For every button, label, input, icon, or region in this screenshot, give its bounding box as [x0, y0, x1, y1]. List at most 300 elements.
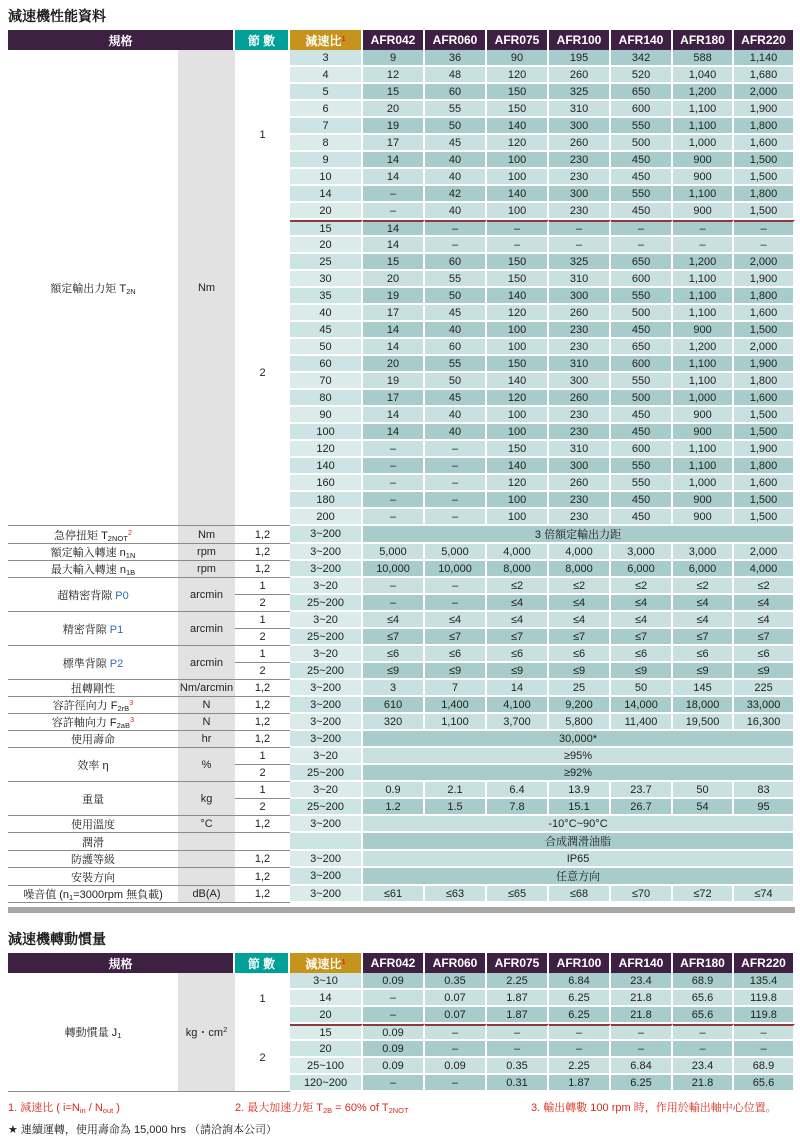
spec-row-unit: Nm/arcmin	[178, 680, 235, 697]
spec-row	[8, 886, 795, 903]
stage-count-cell: 1	[235, 973, 290, 1024]
stage-count-cell: 1,2	[235, 851, 290, 868]
value-cell: 25	[549, 680, 611, 697]
value-cell: 1,000	[673, 135, 734, 152]
value-cell: –	[611, 220, 673, 237]
value-cell: 230	[549, 339, 611, 356]
value-cell: 900	[673, 203, 734, 220]
spec-row-unit	[178, 833, 235, 851]
spanning-value-cell: ≥95%	[363, 748, 795, 765]
value-cell: 500	[611, 135, 673, 152]
spec-row-label	[8, 851, 178, 868]
data-row	[8, 50, 795, 67]
spanning-value-cell: IP65	[363, 851, 795, 868]
ratio-cell: 40	[290, 305, 363, 322]
value-cell: –	[425, 595, 487, 612]
value-cell: 140	[487, 373, 549, 390]
value-cell: 195	[549, 50, 611, 67]
ratio-cell: 4	[290, 67, 363, 84]
value-cell: 10,000	[363, 561, 425, 578]
value-cell: –	[363, 509, 425, 526]
value-cell: 260	[549, 305, 611, 322]
ratio-cell: 7	[290, 118, 363, 135]
value-cell: –	[425, 578, 487, 595]
value-cell: 300	[549, 458, 611, 475]
value-cell: 310	[549, 271, 611, 288]
model-column-header: AFR060	[425, 953, 487, 973]
value-cell: –	[734, 1024, 795, 1041]
value-cell: 0.07	[425, 1007, 487, 1024]
spec-row-label	[8, 816, 178, 833]
value-cell: 9	[363, 50, 425, 67]
value-cell: 4,000	[734, 561, 795, 578]
value-cell: 120	[487, 390, 549, 407]
spanning-value-cell: 合成潤滑油脂	[363, 833, 795, 851]
stage-count-cell: 1,2	[235, 561, 290, 578]
stage-count-cell: 1	[235, 578, 290, 595]
inertia-table-title: 減速機轉動慣量	[8, 931, 106, 947]
value-cell: –	[363, 475, 425, 492]
value-cell: 55	[425, 101, 487, 118]
value-cell: 1,500	[734, 322, 795, 339]
value-cell: 100	[487, 322, 549, 339]
value-cell: 310	[549, 356, 611, 373]
value-cell: 1,600	[734, 135, 795, 152]
value-cell: –	[611, 1024, 673, 1041]
value-cell: 1.2	[363, 799, 425, 816]
spec-row-unit: dB(A)	[178, 886, 235, 903]
value-cell: ≤4	[611, 612, 673, 629]
value-cell: 150	[487, 84, 549, 101]
ratio-cell: 25~200	[290, 595, 363, 612]
value-cell: 900	[673, 509, 734, 526]
spec-row-unit: Nm	[178, 526, 235, 544]
spec-row	[8, 731, 795, 748]
value-cell: 90	[487, 50, 549, 67]
value-cell: ≤68	[549, 886, 611, 903]
value-cell: 225	[734, 680, 795, 697]
spec-row	[8, 868, 795, 886]
ratio-cell: 25	[290, 254, 363, 271]
section-divider-bar	[8, 907, 795, 913]
value-cell: 45	[425, 305, 487, 322]
value-cell: 40	[425, 424, 487, 441]
value-cell: 550	[611, 458, 673, 475]
label-text: P0	[115, 589, 129, 602]
value-cell: 13.9	[549, 782, 611, 799]
label-text: 3. 輸出轉數 100 rpm 時，作用於輸出軸中心位置。	[531, 1102, 777, 1114]
value-cell: ≤9	[425, 663, 487, 680]
value-cell: 0.31	[487, 1075, 549, 1092]
value-cell: 15	[363, 254, 425, 271]
value-cell: –	[363, 1007, 425, 1024]
spec-row-unit: arcmin	[178, 578, 235, 612]
ratio-cell: 35	[290, 288, 363, 305]
value-cell: 1,100	[673, 441, 734, 458]
value-cell: ≤4	[487, 612, 549, 629]
value-cell: –	[425, 237, 487, 254]
main-section-unit: Nm	[178, 50, 235, 526]
label-text: 使用壽命	[71, 734, 115, 746]
value-cell: 900	[673, 424, 734, 441]
value-cell: 1,900	[734, 441, 795, 458]
ratio-cell: 6	[290, 101, 363, 118]
spec-row-unit: rpm	[178, 561, 235, 578]
model-column-header: AFR220	[734, 30, 795, 50]
value-cell: 230	[549, 407, 611, 424]
value-cell: 310	[549, 441, 611, 458]
ratio-cell: 25~200	[290, 799, 363, 816]
value-cell: 54	[673, 799, 734, 816]
value-cell: 450	[611, 407, 673, 424]
ratio-cell: 3~20	[290, 748, 363, 765]
spec-row	[8, 578, 795, 595]
value-cell: 650	[611, 254, 673, 271]
value-cell: 1,500	[734, 492, 795, 509]
value-cell: 1,600	[734, 475, 795, 492]
value-cell: 310	[549, 101, 611, 118]
model-column-header: AFR220	[734, 953, 795, 973]
value-cell: ≤6	[487, 646, 549, 663]
value-cell: 1,100	[673, 271, 734, 288]
spec-row-label	[8, 868, 178, 886]
label-text: 效率 η	[77, 759, 109, 772]
value-cell: 145	[673, 680, 734, 697]
value-cell: 120	[487, 135, 549, 152]
value-cell: 550	[611, 373, 673, 390]
spec-row-label	[8, 782, 178, 816]
spec-row-unit	[178, 868, 235, 886]
value-cell: –	[611, 237, 673, 254]
value-cell: 119.8	[734, 1007, 795, 1024]
label-text: 扭轉剛性	[71, 683, 115, 695]
value-cell: 1,600	[734, 305, 795, 322]
value-cell: 1,800	[734, 373, 795, 390]
model-column-header: AFR180	[673, 953, 734, 973]
value-cell: 15.1	[549, 799, 611, 816]
label-text: 精密背隙	[62, 623, 110, 636]
value-cell: 260	[549, 67, 611, 84]
value-cell: 68.9	[734, 1058, 795, 1075]
value-cell: 19,500	[673, 714, 734, 731]
stage-count-cell: 1	[235, 782, 290, 799]
spec-row-label	[8, 833, 178, 851]
value-cell: 1,100	[673, 118, 734, 135]
label-text: 額定輸出力矩 T	[50, 282, 127, 295]
value-cell: 60	[425, 254, 487, 271]
ratio-cell: 3~200	[290, 697, 363, 714]
spec-row	[8, 851, 795, 868]
stage-count-cell: 2	[235, 663, 290, 680]
value-cell: 450	[611, 203, 673, 220]
value-cell: ≤4	[673, 595, 734, 612]
value-cell: 19	[363, 373, 425, 390]
value-cell: 6.84	[549, 973, 611, 990]
value-cell: –	[487, 1024, 549, 1041]
value-cell: 6.25	[549, 1007, 611, 1024]
ratio-cell: 14	[290, 990, 363, 1007]
value-cell: ≤72	[673, 886, 734, 903]
value-cell: 150	[487, 356, 549, 373]
value-cell: 40	[425, 407, 487, 424]
value-cell: 48	[425, 67, 487, 84]
value-cell: ≤70	[611, 886, 673, 903]
spec-row-unit: hr	[178, 731, 235, 748]
value-cell: 500	[611, 305, 673, 322]
value-cell: 1.87	[549, 1075, 611, 1092]
subscript: 1	[117, 1031, 122, 1040]
spec-row	[8, 612, 795, 629]
value-cell: 33,000	[734, 697, 795, 714]
label-text: P2	[109, 657, 124, 670]
value-cell: 36	[425, 50, 487, 67]
value-cell: 42	[425, 186, 487, 203]
spec-row-unit: %	[178, 748, 235, 782]
spec-row	[8, 526, 795, 544]
reducer-datasheet-page	[0, 6, 800, 1137]
value-cell: 1,140	[734, 50, 795, 67]
value-cell: 3,700	[487, 714, 549, 731]
value-cell: ≤4	[673, 612, 734, 629]
value-cell: 100	[487, 424, 549, 441]
value-cell: ≤6	[673, 646, 734, 663]
spec-row	[8, 561, 795, 578]
value-cell: 17	[363, 390, 425, 407]
ratio-cell: 140	[290, 458, 363, 475]
label-text: P1	[109, 623, 124, 636]
value-cell: 2.25	[487, 973, 549, 990]
value-cell: 1,100	[673, 101, 734, 118]
spec-row-label	[8, 731, 178, 748]
value-cell: 19	[363, 118, 425, 135]
header-row	[8, 953, 795, 973]
ratio-cell: 15	[290, 1024, 363, 1041]
value-cell: ≤9	[549, 663, 611, 680]
value-cell: ≤2	[549, 578, 611, 595]
label-text: 1. 減速比 ( i=N	[8, 1102, 80, 1114]
value-cell: 100	[487, 203, 549, 220]
value-cell: 6.4	[487, 782, 549, 799]
value-cell: 14	[363, 424, 425, 441]
value-cell: 150	[487, 254, 549, 271]
value-cell: 1,000	[673, 475, 734, 492]
inertia-table	[8, 953, 795, 1092]
value-cell: ≤4	[363, 612, 425, 629]
value-cell: 230	[549, 424, 611, 441]
spec-row-unit: arcmin	[178, 612, 235, 646]
value-cell: 14	[363, 220, 425, 237]
superscript-footnote-marker: 1	[341, 33, 346, 43]
subscript: 2B	[323, 1106, 333, 1115]
value-cell: 140	[487, 186, 549, 203]
value-cell: 21.8	[673, 1075, 734, 1092]
ratio-cell: 120~200	[290, 1075, 363, 1092]
value-cell: 3	[363, 680, 425, 697]
value-cell: 45	[425, 390, 487, 407]
value-cell: 14	[363, 152, 425, 169]
value-cell: 550	[611, 288, 673, 305]
value-cell: ≤6	[611, 646, 673, 663]
value-cell: 1,500	[734, 169, 795, 186]
value-cell: 450	[611, 509, 673, 526]
ratio-column-header	[290, 953, 363, 973]
spec-row-unit	[178, 851, 235, 868]
subscript: in	[79, 1106, 86, 1115]
value-cell: ≤9	[673, 663, 734, 680]
value-cell: ≤4	[487, 595, 549, 612]
value-cell: 100	[487, 492, 549, 509]
value-cell: 1,100	[673, 288, 734, 305]
ratio-cell: 3~20	[290, 782, 363, 799]
spec-row-label	[8, 697, 178, 714]
stage-count-cell: 1,2	[235, 886, 290, 903]
value-cell: 10,000	[425, 561, 487, 578]
value-cell: –	[363, 990, 425, 1007]
value-cell: 19	[363, 288, 425, 305]
ratio-cell: 3~200	[290, 544, 363, 561]
value-cell: 40	[425, 169, 487, 186]
spec-row	[8, 697, 795, 714]
value-cell: 100	[487, 169, 549, 186]
value-cell: ≤7	[487, 629, 549, 646]
value-cell: 120	[487, 475, 549, 492]
value-cell: 18,000	[673, 697, 734, 714]
label-text: 潤滑	[82, 836, 104, 849]
spec-row	[8, 816, 795, 833]
stage-count-cell: 1,2	[235, 731, 290, 748]
value-cell: 325	[549, 254, 611, 271]
stage-count-cell: 2	[235, 629, 290, 646]
value-cell: 1,500	[734, 424, 795, 441]
ratio-cell: 80	[290, 390, 363, 407]
value-cell: 6.84	[611, 1058, 673, 1075]
ratio-cell: 30	[290, 271, 363, 288]
label-text: 防護等級	[71, 854, 115, 866]
subscript: 2NOT	[388, 1106, 409, 1115]
label-text: 標準背隙	[62, 657, 110, 670]
value-cell: 230	[549, 322, 611, 339]
ratio-cell: 5	[290, 84, 363, 101]
value-cell: –	[425, 1041, 487, 1058]
value-cell: –	[363, 186, 425, 203]
value-cell: ≤63	[425, 886, 487, 903]
value-cell: ≤61	[363, 886, 425, 903]
value-cell: 2.1	[425, 782, 487, 799]
value-cell: 0.35	[425, 973, 487, 990]
value-cell: 1,200	[673, 84, 734, 101]
value-cell: 6,000	[673, 561, 734, 578]
stage-count-cell: 2	[235, 595, 290, 612]
spec-row-unit: arcmin	[178, 646, 235, 680]
value-cell: 20	[363, 271, 425, 288]
value-cell: ≤7	[611, 629, 673, 646]
value-cell: 2,000	[734, 254, 795, 271]
stage-count-cell: 1,2	[235, 544, 290, 561]
label-text: 安裝方向	[71, 871, 115, 884]
label-text: 2. 最大加速力矩 T	[235, 1102, 324, 1114]
subscript: out	[102, 1106, 114, 1115]
value-cell: 4,000	[549, 544, 611, 561]
ratio-cell: 120	[290, 441, 363, 458]
value-cell: 140	[487, 118, 549, 135]
value-cell: 1,500	[734, 152, 795, 169]
spec-row	[8, 646, 795, 663]
value-cell: 15	[363, 84, 425, 101]
value-cell: 40	[425, 322, 487, 339]
ratio-cell: 10	[290, 169, 363, 186]
value-cell: ≤2	[673, 578, 734, 595]
label-text: 急停扭矩 T	[54, 529, 108, 542]
footnote-3	[531, 1099, 795, 1115]
ratio-cell: 90	[290, 407, 363, 424]
label-text: 超精密背隙	[57, 589, 116, 602]
value-cell: ≤4	[549, 595, 611, 612]
value-cell: ≤9	[734, 663, 795, 680]
value-cell: –	[673, 1041, 734, 1058]
value-cell: 40	[425, 152, 487, 169]
value-cell: ≤7	[549, 629, 611, 646]
value-cell: 21.8	[611, 1007, 673, 1024]
stage-count-cell: 1,2	[235, 680, 290, 697]
value-cell: –	[363, 203, 425, 220]
ratio-cell: 25~100	[290, 1058, 363, 1075]
ratio-cell: 20	[290, 237, 363, 254]
value-cell: –	[363, 492, 425, 509]
value-cell: 0.09	[363, 1024, 425, 1041]
spanning-value-cell: ≥92%	[363, 765, 795, 782]
value-cell: 260	[549, 390, 611, 407]
value-cell: 14,000	[611, 697, 673, 714]
value-cell: ≤74	[734, 886, 795, 903]
ratio-cell: 3~20	[290, 646, 363, 663]
superscript-footnote-marker: 2	[223, 1025, 228, 1034]
value-cell: –	[425, 475, 487, 492]
spanning-value-cell: 3 倍額定輸出力距	[363, 526, 795, 544]
value-cell: 100	[487, 509, 549, 526]
ratio-cell: 100	[290, 424, 363, 441]
value-cell: 21.8	[611, 990, 673, 1007]
ratio-cell: 25~200	[290, 663, 363, 680]
value-cell: 23.4	[673, 1058, 734, 1075]
value-cell: 3,000	[611, 544, 673, 561]
value-cell: ≤65	[487, 886, 549, 903]
model-column-header: AFR042	[363, 30, 425, 50]
ratio-cell: 200	[290, 509, 363, 526]
label-text: 容許軸向力 F	[51, 717, 117, 729]
value-cell: 23.7	[611, 782, 673, 799]
spec-row-label	[8, 612, 178, 646]
value-cell: 900	[673, 492, 734, 509]
value-cell: 550	[611, 118, 673, 135]
value-cell: –	[734, 220, 795, 237]
value-cell: ≤7	[363, 629, 425, 646]
value-cell: 1,800	[734, 288, 795, 305]
value-cell: 230	[549, 169, 611, 186]
footnote-1	[8, 1099, 235, 1115]
spec-row-label	[8, 714, 178, 731]
value-cell: 60	[425, 84, 487, 101]
value-cell: –	[673, 220, 734, 237]
model-column-header: AFR075	[487, 30, 549, 50]
value-cell: 16,300	[734, 714, 795, 731]
value-cell: 300	[549, 373, 611, 390]
value-cell: 325	[549, 84, 611, 101]
ratio-cell: 25~200	[290, 765, 363, 782]
value-cell: 260	[549, 135, 611, 152]
superscript-footnote-marker: 1	[341, 956, 346, 966]
ratio-cell: 3~200	[290, 714, 363, 731]
stage-count-cell: 2	[235, 220, 290, 526]
